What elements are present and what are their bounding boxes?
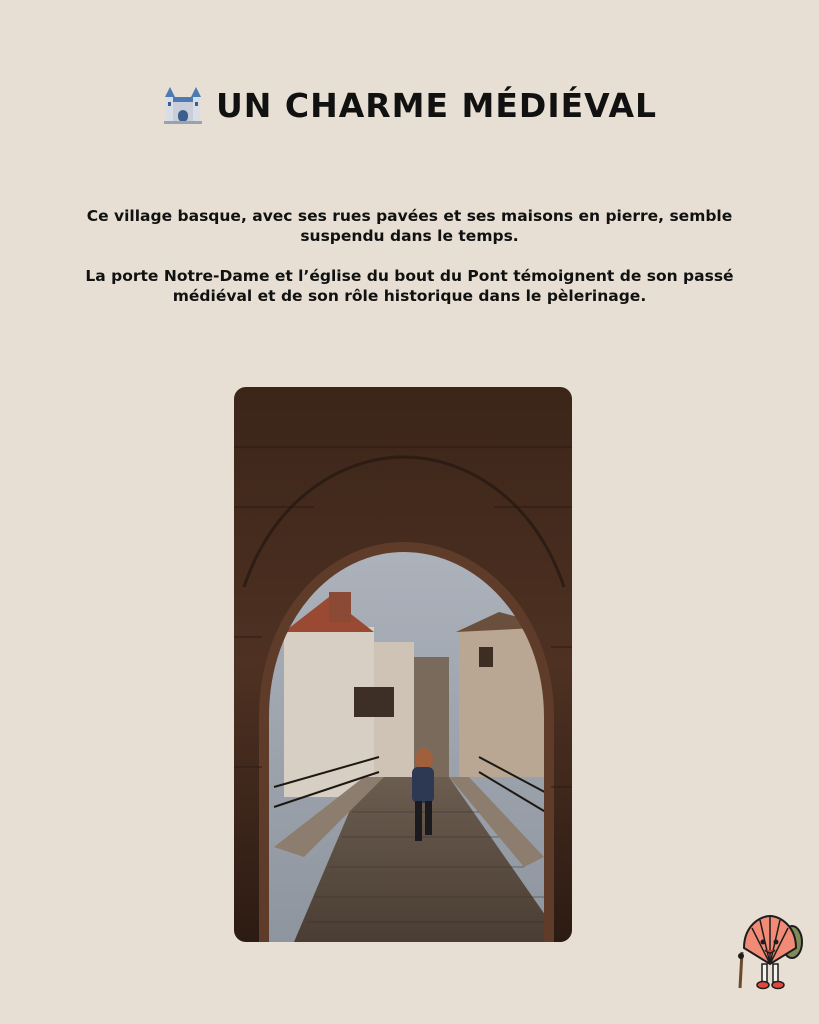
castle-icon	[162, 84, 204, 126]
paragraph-1: Ce village basque, avec ses rues pavées et ses maisons en pierre, semble suspendu dans le temps.	[86, 207, 733, 245]
description	[60, 206, 759, 326]
archway-photo	[234, 387, 572, 942]
scallop-shell-pilgrim-icon	[730, 912, 806, 992]
title-row	[0, 84, 819, 126]
paragraph-2: La porte Notre-Dame et l’église du bout du Pont témoignent de son passé médiéval et de son rôle historique dans le pèlerinage.	[85, 267, 734, 305]
page-title: UN CHARME MÉDIÉVAL	[215, 85, 658, 125]
